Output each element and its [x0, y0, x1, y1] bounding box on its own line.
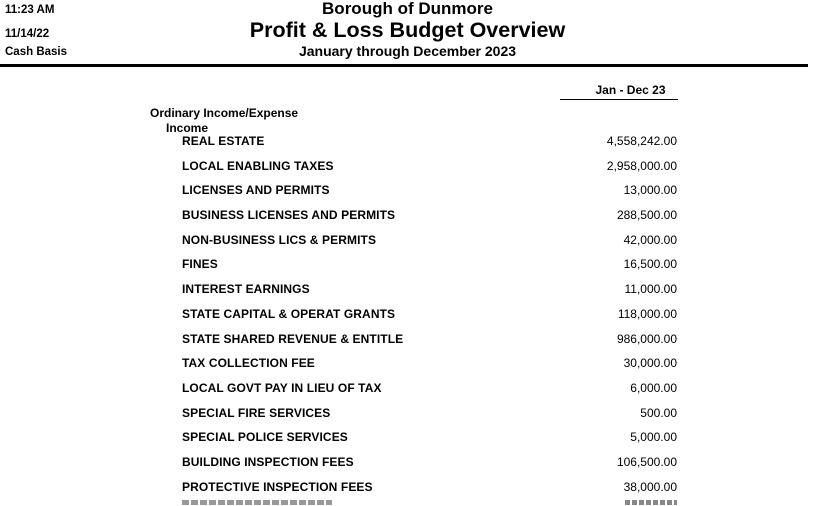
row-label: BUSINESS LICENSES AND PERMITS	[182, 208, 396, 223]
column-header: Jan - Dec 23	[595, 83, 666, 97]
row-label: LOCAL GOVT PAY IN LIEU OF TAX	[182, 380, 382, 395]
report-time: 11:23 AM	[5, 4, 55, 16]
row-label: FINES	[182, 257, 218, 272]
row-label: LICENSES AND PERMITS	[182, 183, 330, 198]
table-row	[0, 454, 815, 479]
table-row	[0, 256, 815, 281]
row-amount: 11,000.00	[624, 282, 677, 297]
row-label: PROTECTIVE INSPECTION FEES	[182, 479, 373, 494]
row-label: SPECIAL FIRE SERVICES	[182, 405, 331, 420]
row-amount: 4,558,242.00	[606, 134, 677, 148]
clipped-next-row	[0, 500, 815, 506]
table-row	[0, 405, 815, 430]
income-rows	[0, 133, 815, 503]
report-basis: Cash Basis	[5, 46, 68, 58]
row-amount: 30,000.00	[623, 356, 677, 371]
report-period: January through December 2023	[298, 43, 517, 59]
row-label: TAX COLLECTION FEE	[182, 356, 315, 371]
table-row	[0, 355, 815, 380]
row-label: NON-BUSINESS LICS & PERMITS	[182, 232, 377, 247]
row-amount: 5,000.00	[630, 430, 677, 445]
table-row	[0, 281, 815, 306]
table-row	[0, 331, 815, 356]
section-income: Income	[166, 121, 209, 135]
row-label: STATE SHARED REVENUE & ENTITLE	[182, 331, 404, 346]
table-row	[0, 207, 815, 232]
report-title: Profit & Loss Budget Overview	[249, 18, 566, 42]
row-amount: 16,500.00	[623, 257, 677, 272]
table-row	[0, 182, 815, 207]
row-amount: 6,000.00	[630, 380, 677, 395]
company-name: Borough of Dunmore	[322, 0, 493, 18]
row-amount: 118,000.00	[617, 306, 677, 321]
section-ordinary-income-expense: Ordinary Income/Expense	[150, 106, 299, 120]
row-label: REAL ESTATE	[182, 134, 265, 148]
report-date: 11/14/22	[5, 28, 50, 40]
header-divider	[0, 64, 808, 67]
row-amount: 38,000.00	[623, 479, 677, 494]
table-row	[0, 380, 815, 405]
table-row	[0, 429, 815, 454]
table-row	[0, 158, 815, 183]
clipped-row-label	[182, 500, 332, 505]
row-amount: 986,000.00	[616, 331, 677, 346]
table-row	[0, 306, 815, 331]
row-label: BUILDING INSPECTION FEES	[182, 454, 354, 469]
row-label: INTEREST EARNINGS	[182, 282, 310, 297]
row-amount: 106,500.00	[616, 454, 677, 469]
row-amount: 42,000.00	[623, 232, 677, 247]
column-header-underline	[560, 99, 678, 100]
row-amount: 2,958,000.00	[606, 158, 677, 173]
row-amount: 13,000.00	[623, 183, 677, 198]
clipped-row-amount	[625, 500, 677, 505]
table-row	[0, 133, 815, 158]
table-row	[0, 232, 815, 257]
row-label: SPECIAL POLICE SERVICES	[182, 430, 348, 445]
row-label: LOCAL ENABLING TAXES	[182, 158, 334, 173]
row-label: STATE CAPITAL & OPERAT GRANTS	[182, 306, 396, 321]
row-amount: 288,500.00	[616, 208, 677, 223]
row-amount: 500.00	[640, 405, 677, 420]
